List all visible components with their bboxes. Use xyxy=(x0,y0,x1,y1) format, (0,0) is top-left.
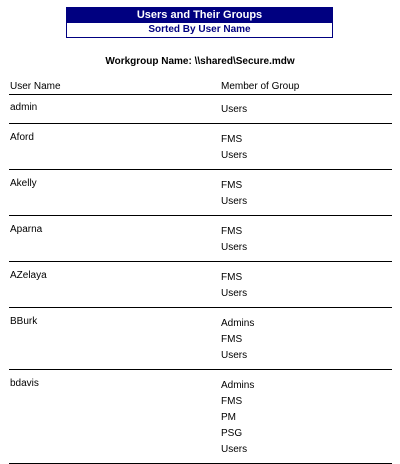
group-list xyxy=(221,124,392,169)
user-name: Aford xyxy=(10,132,34,143)
group-name: FMS xyxy=(221,180,243,191)
group-name: Users xyxy=(221,150,248,161)
user-row xyxy=(9,216,392,262)
workgroup-path: \\shared\Secure.mdw xyxy=(194,56,295,67)
group-name: Users xyxy=(221,242,248,253)
group-list xyxy=(221,370,392,463)
group-name: Users xyxy=(221,444,248,455)
group-list xyxy=(221,170,392,215)
user-name: Akelly xyxy=(10,178,37,189)
user-row xyxy=(9,370,392,464)
user-row xyxy=(9,94,392,124)
column-header-member-of-group: Member of Group xyxy=(221,81,300,92)
workgroup-label: Workgroup Name: xyxy=(105,56,192,67)
group-name: FMS xyxy=(221,396,243,407)
user-row xyxy=(9,308,392,370)
user-row xyxy=(9,262,392,308)
user-name: admin xyxy=(10,102,38,113)
user-name: Aparna xyxy=(10,224,43,235)
group-name: FMS xyxy=(221,272,243,283)
user-name: AZelaya xyxy=(10,270,47,281)
group-list xyxy=(221,308,392,369)
group-name: FMS xyxy=(221,134,243,145)
group-name: PM xyxy=(221,412,236,423)
group-name: Users xyxy=(221,104,248,115)
user-row xyxy=(9,124,392,170)
group-name: Admins xyxy=(221,318,255,329)
user-row xyxy=(9,170,392,216)
column-header-user-name: User Name xyxy=(10,81,61,92)
user-name: bdavis xyxy=(10,378,39,389)
group-name: FMS xyxy=(221,226,243,237)
group-list xyxy=(221,216,392,261)
group-list xyxy=(221,94,392,123)
group-name: Admins xyxy=(221,380,255,391)
user-name: BBurk xyxy=(10,316,38,327)
group-list xyxy=(221,262,392,307)
group-name: FMS xyxy=(221,334,243,345)
user-group-list xyxy=(0,94,400,464)
report-title-box xyxy=(66,7,333,38)
report-title: Users and Their Groups xyxy=(67,8,332,23)
report-subtitle: Sorted By User Name xyxy=(67,23,332,37)
group-name: Users xyxy=(221,350,248,361)
group-name: PSG xyxy=(221,428,243,439)
group-name: Users xyxy=(221,288,248,299)
workgroup-line xyxy=(0,56,400,67)
group-name: Users xyxy=(221,196,248,207)
